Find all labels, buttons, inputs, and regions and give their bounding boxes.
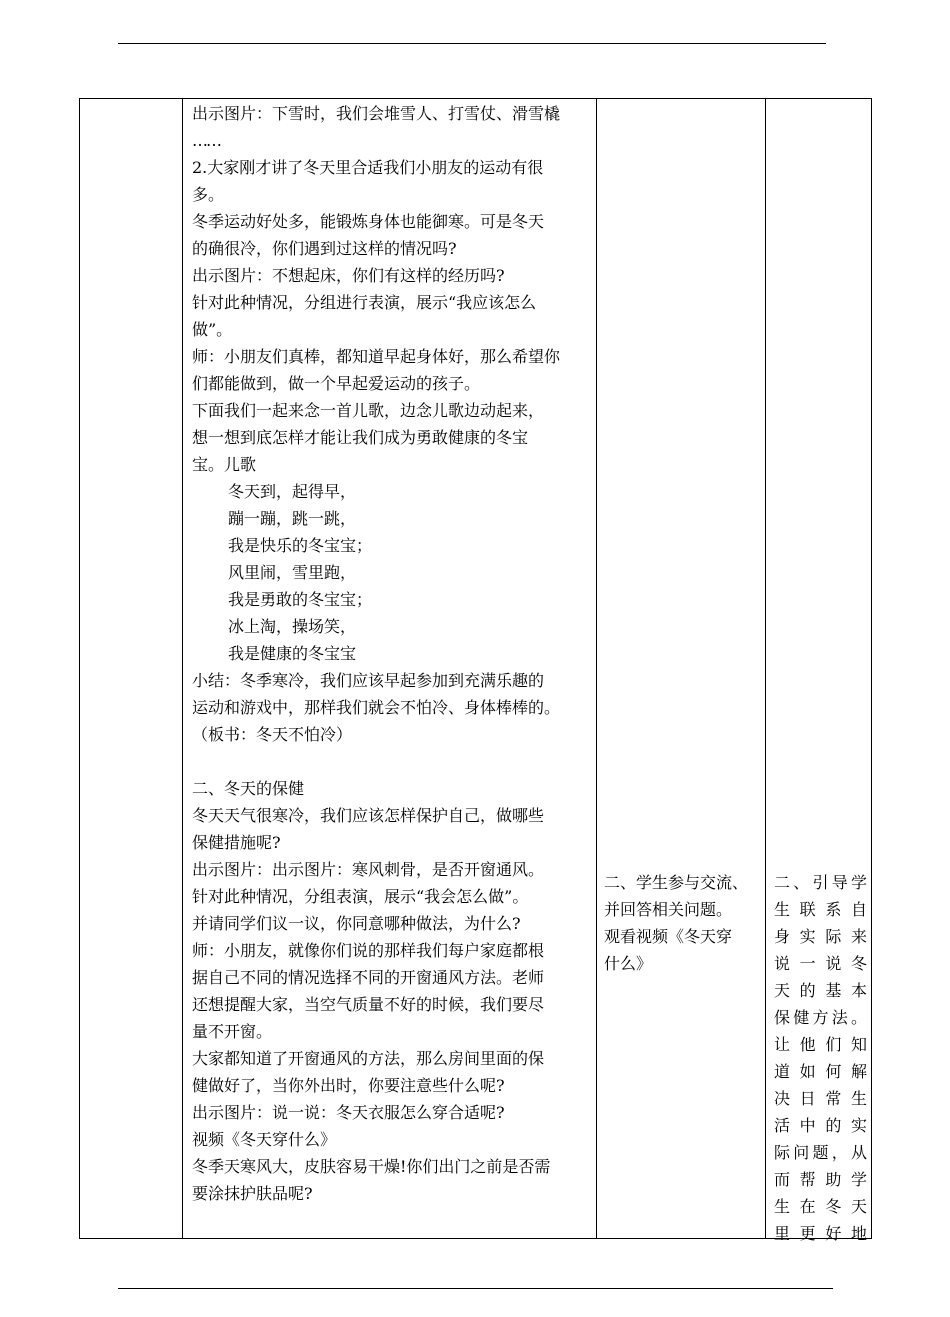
text-line: 二、引导学 <box>774 873 867 892</box>
text-line: 并回答相关问题。 <box>604 900 733 919</box>
text-line: 决日常生 <box>774 1089 867 1108</box>
summary-line: 小结：冬季寒冷，我们应该早起参加到充满乐趣的 <box>192 671 545 690</box>
column-divider <box>871 99 872 1238</box>
header-rule <box>118 43 826 44</box>
text-line: …… <box>192 131 220 150</box>
text-line: 想一想到底怎样才能让我们成为勇敢健康的冬宝 <box>192 428 529 447</box>
footer-rule <box>118 1288 833 1289</box>
text-line: 出示图片：不想起床，你们有这样的经历吗? <box>192 266 505 285</box>
text-line: 宝。儿歌 <box>192 455 257 474</box>
poem-line: 冬天到，起得早， <box>228 482 357 501</box>
text-line: 量不开窗。 <box>192 1022 273 1041</box>
text-line: 的确很冷，你们遇到过这样的情况吗? <box>192 239 457 258</box>
summary-line: （板书：冬天不怕冷） <box>192 725 353 744</box>
text-line: 什么》 <box>604 954 653 973</box>
text-line: 天的基本 <box>774 981 867 1000</box>
text-line: 冬天天气很寒冷，我们应该怎样保护自己，做哪些 <box>192 806 545 825</box>
poem-line: 风里闹，雪里跑， <box>228 563 357 582</box>
text-line: 出示图片：出示图片：寒风刺骨，是否开窗通风。 <box>192 860 545 879</box>
text-line: 说一说冬 <box>774 954 867 973</box>
text-line: 生在冬天 <box>774 1197 867 1216</box>
text-line: 做”。 <box>192 320 233 339</box>
column-divider <box>596 99 597 1238</box>
text-line: 观看视频《冬天穿 <box>604 927 733 946</box>
text-line: 还想提醒大家，当空气质量不好的时候，我们要尽 <box>192 995 545 1014</box>
text-line: 针对此种情况，分组表演，展示“我会怎么做”。 <box>192 887 529 906</box>
text-line: 健做好了，当你外出时，你要注意些什么呢? <box>192 1076 505 1095</box>
text-line: 保健措施呢? <box>192 833 281 852</box>
text-line: 冬季天寒风大，皮肤容易干燥!你们出门之前是否需 <box>192 1157 551 1176</box>
summary-line: 运动和游戏中，那样我们就会不怕冷、身体棒棒的。 <box>192 698 561 717</box>
spacer <box>192 748 590 775</box>
text-line: 里更好地 <box>774 1224 867 1243</box>
text-line: 际问题，从 <box>774 1143 867 1162</box>
text-line: 而帮助学 <box>774 1170 867 1189</box>
design-intent-cell <box>774 869 867 1247</box>
text-line: 活中的实 <box>774 1116 867 1135</box>
column-divider <box>182 99 183 1238</box>
text-line: 出示图片：下雪时，我们会堆雪人、打雪仗、滑雪橇 <box>192 104 561 123</box>
text-line: 二、学生参与交流、 <box>604 873 749 892</box>
text-line: 多。 <box>192 185 225 204</box>
text-line: 2.大家刚才讲了冬天里合适我们小朋友的运动有很 <box>192 158 544 177</box>
text-line: 下面我们一起来念一首儿歌，边念儿歌边动起来， <box>192 401 545 420</box>
text-line: 身实际来 <box>774 927 867 946</box>
poem-line: 我是勇敢的冬宝宝； <box>228 590 373 609</box>
text-line: 保健方法。 <box>774 1008 867 1027</box>
text-line: 要涂抹护肤品呢? <box>192 1184 313 1203</box>
student-activity-cell <box>604 869 774 977</box>
text-line: 让他们知 <box>774 1035 867 1054</box>
text-line: 视频《冬天穿什么》 <box>192 1130 337 1149</box>
text-line: 师：小朋友，就像你们说的那样我们每户家庭都根 <box>192 941 545 960</box>
lesson-table <box>79 98 872 1243</box>
text-line: 冬季运动好处多，能锻炼身体也能御寒。可是冬天 <box>192 212 545 231</box>
text-line: 道如何解 <box>774 1062 867 1081</box>
section-heading: 二、冬天的保健 <box>192 779 305 798</box>
text-line: 师：小朋友们真棒，都知道早起身体好，那么希望你 <box>192 347 561 366</box>
text-line: 大家都知道了开窗通风的方法，那么房间里面的保 <box>192 1049 545 1068</box>
text-line: 出示图片：说一说：冬天衣服怎么穿合适呢? <box>192 1103 505 1122</box>
poem-line: 冰上淘，操场笑， <box>228 617 357 636</box>
text-line: 据自己不同的情况选择不同的开窗通风方法。老师 <box>192 968 545 987</box>
text-line: 并请同学们议一议，你同意哪种做法，为什么? <box>192 914 521 933</box>
poem-line: 我是健康的冬宝宝 <box>228 644 357 663</box>
teaching-process-cell <box>192 100 590 1207</box>
text-line: 针对此种情况，分组进行表演，展示“我应该怎么 <box>192 293 537 312</box>
column-divider <box>765 99 766 1238</box>
text-line: 们都能做到，做一个早起爱运动的孩子。 <box>192 374 481 393</box>
poem-line: 我是快乐的冬宝宝； <box>228 536 373 555</box>
poem-line: 蹦一蹦，跳一跳， <box>228 509 357 528</box>
text-line: 生联系自 <box>774 900 867 919</box>
